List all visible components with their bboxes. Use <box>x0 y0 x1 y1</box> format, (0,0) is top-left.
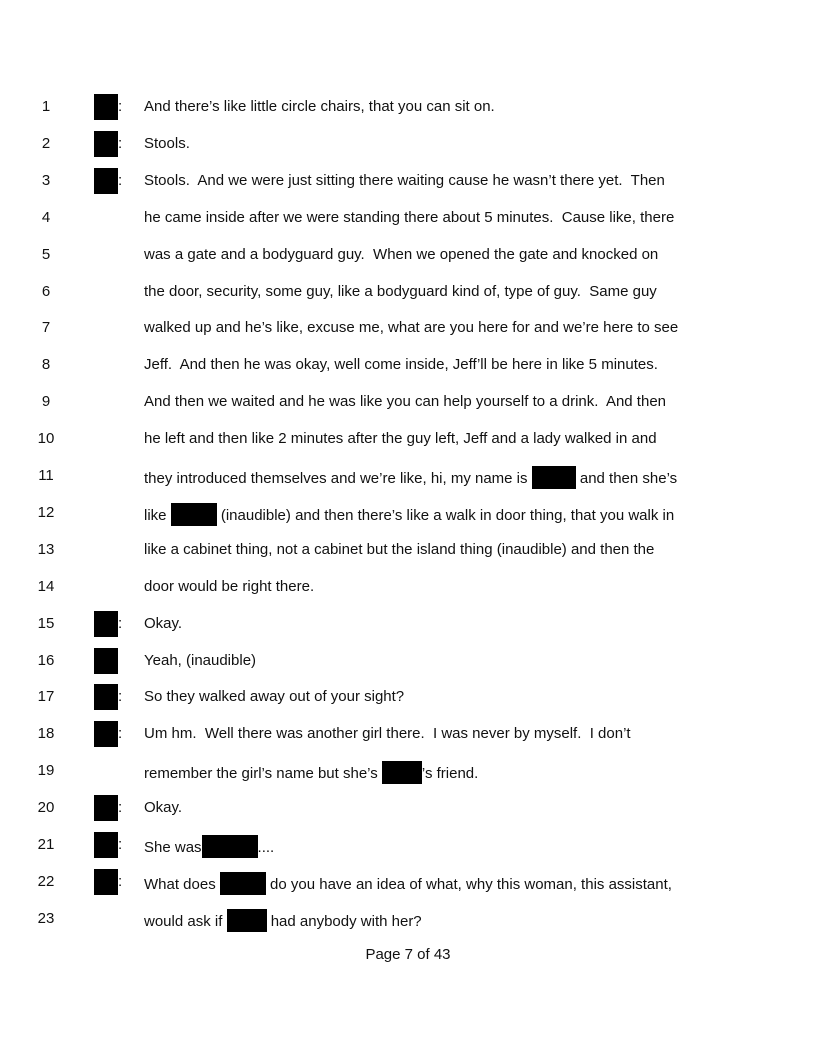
transcript-line <box>0 540 816 568</box>
redacted-speaker-label <box>94 131 118 157</box>
transcript-line <box>0 651 816 679</box>
text-segment: they introduced themselves and we’re like, hi, my name is <box>144 470 532 487</box>
line-number: 11 <box>38 467 54 484</box>
line-number: 21 <box>37 836 55 853</box>
text-segment: remember the girl’s name but she’s <box>144 765 382 783</box>
redacted-speaker-label <box>94 168 118 194</box>
speaker-colon: : <box>118 799 123 817</box>
text-segment: And there’s like little circle chairs, that you can sit on. <box>144 98 495 115</box>
transcript-line <box>0 466 816 494</box>
transcript-line <box>0 97 816 125</box>
line-number: 5 <box>41 245 51 263</box>
speaker-colon: : <box>118 872 123 890</box>
line-number: 14 <box>37 577 55 595</box>
text-segment: Okay. <box>144 799 183 817</box>
text-segment: like a cabinet thing, not a cabinet but the island thing (inaudible) and then the <box>144 540 655 558</box>
line-text <box>144 835 274 858</box>
transcript-line <box>0 724 816 752</box>
text-segment: And then we waited and he was like you can help yourself to a drink. And then <box>144 393 666 411</box>
line-text <box>144 134 190 154</box>
redaction-block <box>220 872 266 895</box>
transcript-line <box>0 577 816 605</box>
transcript-line <box>0 429 816 457</box>
line-text <box>144 724 631 744</box>
line-text <box>144 577 314 597</box>
speaker-colon: : <box>118 725 123 743</box>
line-number: 1 <box>41 98 51 115</box>
transcript-line <box>0 282 816 310</box>
line-text <box>144 429 657 449</box>
transcript-line <box>0 687 816 715</box>
line-number: 7 <box>41 319 51 337</box>
line-text <box>144 909 422 932</box>
redacted-speaker-label <box>94 648 118 674</box>
line-text <box>144 355 658 375</box>
line-number: 2 <box>41 134 51 152</box>
transcript-line <box>0 245 816 273</box>
text-segment: She was <box>144 839 202 856</box>
redacted-speaker-label <box>94 94 118 120</box>
redacted-speaker-label <box>94 869 118 895</box>
text-segment: the door, security, some guy, like a bodyguard kind of, type of guy. Same guy <box>144 282 657 300</box>
text-segment: Stools. <box>144 134 190 152</box>
text-segment: What does <box>144 875 220 893</box>
line-number: 6 <box>41 282 51 300</box>
line-number: 19 <box>37 762 55 780</box>
redacted-speaker-label <box>94 721 118 747</box>
transcript-line <box>0 614 816 642</box>
text-segment: he came inside after we were standing there about 5 minutes. Cause like, there <box>144 208 675 226</box>
speaker-colon: : <box>118 98 123 115</box>
line-text <box>144 651 256 671</box>
text-segment: Okay. <box>144 614 183 632</box>
text-segment: like <box>144 506 171 524</box>
redacted-speaker-label <box>94 684 118 710</box>
line-text <box>144 97 495 117</box>
text-segment: he left and then like 2 minutes after the guy left, Jeff and a lady walked in and <box>144 430 657 448</box>
text-segment: do you have an idea of what, why this woman, this assistant, <box>265 875 672 893</box>
page-footer: Page 7 of 43 <box>365 946 451 963</box>
redacted-speaker-label <box>94 611 118 637</box>
line-number: 9 <box>41 393 51 411</box>
redaction-block <box>227 909 267 932</box>
line-text <box>144 171 665 191</box>
text-segment: Stools. And we were just sitting there waiting cause he wasn’t there yet. Then <box>144 171 665 189</box>
text-segment: .... <box>257 839 275 856</box>
transcript-line <box>0 761 816 789</box>
text-segment: So they walked away out of your sight? <box>144 688 405 706</box>
speaker-colon: : <box>118 614 123 632</box>
transcript-line <box>0 392 816 420</box>
transcript-line <box>0 208 816 236</box>
line-number: 12 <box>37 503 55 521</box>
text-segment: door would be right there. <box>144 577 315 595</box>
line-text <box>144 540 654 560</box>
text-segment: would ask if <box>144 912 227 930</box>
line-text <box>144 318 678 338</box>
speaker-colon: : <box>118 134 123 152</box>
text-segment: Jeff. And then he was okay, well come inside, Jeff’ll be here in like 5 minutes. <box>144 356 658 374</box>
line-text <box>144 392 666 412</box>
line-text <box>144 503 674 526</box>
line-number: 10 <box>37 430 55 448</box>
line-text <box>144 872 672 895</box>
redaction-block <box>202 835 258 858</box>
line-number: 23 <box>37 909 55 927</box>
line-number: 3 <box>41 171 51 189</box>
text-segment: had anybody with her? <box>266 912 422 930</box>
transcript-line <box>0 872 816 900</box>
line-number: 13 <box>37 540 55 558</box>
line-number: 18 <box>37 725 55 743</box>
line-text <box>144 761 478 784</box>
redacted-speaker-label <box>94 832 118 858</box>
transcript-line <box>0 503 816 531</box>
line-number: 20 <box>37 799 55 817</box>
speaker-colon: : <box>118 836 123 853</box>
transcript-line <box>0 171 816 199</box>
line-text <box>144 208 674 228</box>
text-segment: was a gate and a bodyguard guy. When we opened the gate and knocked on <box>144 245 659 263</box>
text-segment: (inaudible) and then there’s like a walk in door thing, that you walk in <box>216 506 675 524</box>
text-segment: and then she’s <box>575 470 678 487</box>
line-number: 17 <box>37 688 55 706</box>
line-text <box>144 798 182 818</box>
speaker-colon: : <box>118 171 123 189</box>
transcript-line <box>0 134 816 162</box>
line-number: 15 <box>37 614 55 632</box>
text-segment: ’s friend. <box>421 765 479 783</box>
redacted-speaker-label <box>94 795 118 821</box>
line-number: 8 <box>41 356 51 374</box>
transcript-line <box>0 318 816 346</box>
line-text <box>144 282 657 302</box>
transcript-line <box>0 909 816 937</box>
line-number: 4 <box>41 208 51 226</box>
line-text <box>144 466 677 489</box>
line-number: 16 <box>37 651 55 669</box>
transcript-line <box>0 798 816 826</box>
transcript-line <box>0 355 816 383</box>
line-number: 22 <box>37 872 55 890</box>
redaction-block <box>532 466 576 489</box>
line-text <box>144 245 658 265</box>
transcript-line <box>0 835 816 863</box>
text-segment: walked up and he’s like, excuse me, what are you here for and we’re here to see <box>144 319 679 337</box>
text-segment: Um hm. Well there was another girl there. I was never by myself. I don’t <box>144 725 631 743</box>
text-segment: Yeah, (inaudible) <box>144 651 257 669</box>
line-text <box>144 614 182 634</box>
redaction-block <box>171 503 217 526</box>
line-text <box>144 687 404 707</box>
speaker-colon: : <box>118 688 123 706</box>
redaction-block <box>382 761 422 784</box>
